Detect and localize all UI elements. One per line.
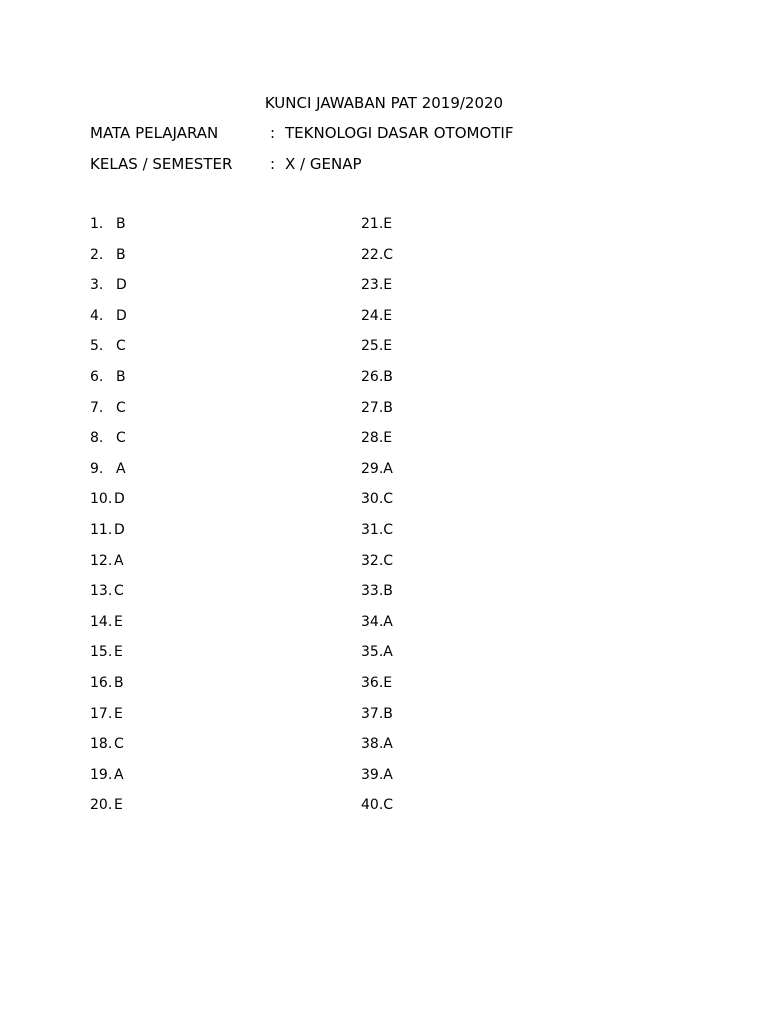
answer-letter: C (383, 797, 394, 814)
answer-item (361, 673, 393, 704)
answer-item (90, 336, 127, 367)
answer-letter: E (114, 705, 123, 722)
meta-label-class: KELAS / SEMESTER (90, 155, 233, 173)
answer-item (90, 765, 127, 796)
answer-number: 19. (90, 766, 113, 783)
answer-item (361, 428, 393, 459)
answer-letter: A (116, 460, 126, 477)
answer-number: 38. (361, 736, 384, 753)
answer-number: 30. (361, 491, 384, 508)
answer-letter: B (383, 399, 393, 416)
answer-list-right (361, 214, 393, 826)
answer-item (361, 704, 393, 735)
answer-number: 26. (361, 368, 384, 385)
answer-number: 12. (90, 552, 113, 569)
answer-number: 39. (361, 766, 384, 783)
answer-number: 7. (90, 399, 104, 416)
answer-item (361, 459, 393, 490)
answer-letter: C (114, 736, 124, 753)
answer-number: 10. (90, 491, 113, 508)
meta-value-class: X / GENAP (285, 155, 362, 173)
answer-item (361, 612, 393, 643)
answer-letter: E (383, 674, 393, 691)
answer-item (361, 275, 393, 306)
answer-number: 11. (90, 521, 113, 538)
meta-colon-class: : (270, 155, 276, 173)
answer-item (90, 306, 127, 337)
answer-number: 8. (90, 430, 104, 447)
answer-item (90, 428, 127, 459)
answer-letter: E (383, 277, 393, 294)
answer-letter: D (116, 307, 127, 324)
answer-letter: C (383, 491, 394, 508)
answer-item (90, 459, 127, 490)
answer-item (361, 489, 393, 520)
answer-item (361, 734, 393, 765)
answer-item (90, 581, 127, 612)
answer-number: 13. (90, 583, 113, 600)
answer-letter: D (114, 521, 125, 538)
answer-letter: A (383, 736, 393, 753)
answer-item (90, 245, 127, 276)
answer-number: 37. (361, 705, 384, 722)
answer-number: 36. (361, 674, 384, 691)
answer-letter: A (383, 644, 393, 661)
answer-letter: C (116, 430, 126, 447)
answer-letter: B (116, 368, 126, 385)
meta-value-subject: TEKNOLOGI DASAR OTOMOTIF (285, 124, 514, 142)
answer-letter: D (116, 277, 127, 294)
answer-number: 23. (361, 277, 384, 294)
answer-number: 5. (90, 338, 104, 355)
answer-number: 14. (90, 613, 113, 630)
answer-item (90, 642, 127, 673)
answer-item (90, 734, 127, 765)
answer-letter: A (114, 552, 124, 569)
answer-letter: E (383, 430, 393, 447)
answer-number: 6. (90, 368, 104, 385)
answer-number: 18. (90, 736, 113, 753)
answer-number: 29. (361, 460, 384, 477)
answer-letter: E (114, 644, 123, 661)
answer-item (90, 214, 127, 245)
answer-item (361, 398, 393, 429)
answer-number: 16. (90, 674, 113, 691)
answer-number: 33. (361, 583, 384, 600)
answer-item (90, 520, 127, 551)
meta-label-subject: MATA PELAJARAN (90, 124, 219, 142)
answer-letter: C (383, 552, 394, 569)
answer-item (90, 551, 127, 582)
answer-item (361, 551, 393, 582)
answer-number: 25. (361, 338, 384, 355)
answer-number: 22. (361, 246, 384, 263)
answer-item (90, 795, 127, 826)
answer-letter: A (383, 613, 393, 630)
document-title: KUNCI JAWABAN PAT 2019/2020 (264, 94, 504, 112)
answer-letter: E (383, 338, 393, 355)
answer-letter: A (114, 766, 124, 783)
answer-item (361, 765, 393, 796)
answer-letter: E (383, 216, 393, 232)
answer-item (90, 673, 127, 704)
answer-number: 32. (361, 552, 384, 569)
answer-letter: C (116, 338, 126, 355)
answer-number: 20. (90, 797, 113, 814)
answer-letter: C (116, 399, 126, 416)
answer-letter: B (383, 368, 393, 385)
answer-number: 27. (361, 399, 384, 416)
answer-letter: D (114, 491, 125, 508)
answer-item (90, 612, 127, 643)
answer-item (361, 581, 393, 612)
answer-letter: C (383, 521, 394, 538)
answer-letter: C (383, 246, 394, 263)
answer-letter: B (383, 705, 393, 722)
answer-letter: E (114, 797, 123, 814)
answer-item (90, 367, 127, 398)
answer-item (361, 336, 393, 367)
answer-item (90, 398, 127, 429)
answer-item (361, 642, 393, 673)
answer-number: 2. (90, 246, 104, 263)
answer-number: 9. (90, 460, 104, 477)
answer-item (90, 275, 127, 306)
answer-letter: C (114, 583, 124, 600)
answer-number: 28. (361, 430, 384, 447)
answer-number: 1. (90, 216, 104, 232)
answer-item (361, 306, 393, 337)
answer-number: 40. (361, 797, 384, 814)
answer-letter: A (383, 766, 393, 783)
answer-item (90, 489, 127, 520)
answer-number: 21. (361, 216, 384, 232)
answer-item (361, 214, 393, 245)
answer-letter: E (383, 307, 393, 324)
answer-number: 3. (90, 277, 104, 294)
answer-list-left (90, 214, 127, 826)
answer-item (90, 704, 127, 735)
answer-item (361, 520, 393, 551)
answer-number: 24. (361, 307, 384, 324)
answer-number: 15. (90, 644, 113, 661)
answer-letter: B (383, 583, 393, 600)
answer-letter: B (116, 216, 126, 232)
answer-number: 34. (361, 613, 384, 630)
answer-item (361, 795, 393, 826)
answer-number: 31. (361, 521, 384, 538)
meta-colon-subject: : (270, 124, 276, 142)
answer-letter: E (114, 613, 123, 630)
answer-number: 35. (361, 644, 384, 661)
answer-letter: B (114, 674, 124, 691)
answer-number: 17. (90, 705, 113, 722)
answer-number: 4. (90, 307, 104, 324)
answer-letter: B (116, 246, 126, 263)
answer-letter: A (383, 460, 393, 477)
answer-item (361, 367, 393, 398)
answer-item (361, 245, 393, 276)
